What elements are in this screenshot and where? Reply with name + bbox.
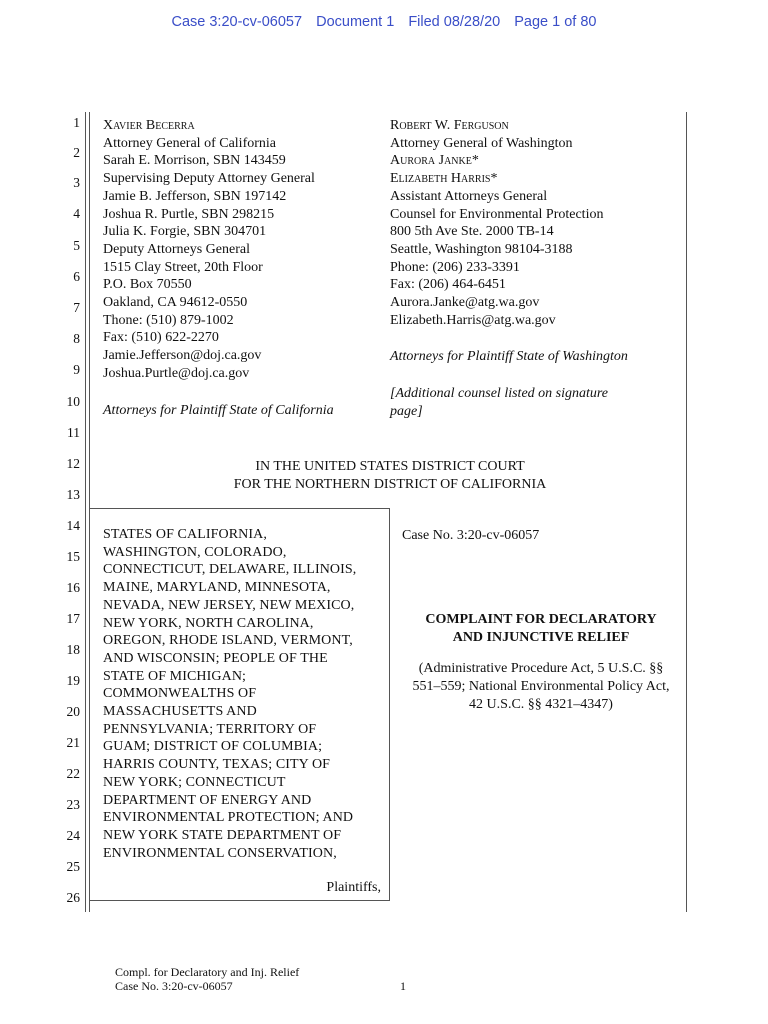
line-number: 21 <box>66 735 80 750</box>
caption-divider-rule <box>389 508 390 900</box>
statute-line: 42 U.S.C. §§ 4321–4347) <box>469 697 613 712</box>
header-document: Document 1 <box>316 14 395 30</box>
line-number: 24 <box>66 828 80 843</box>
attorneys-for-california: Attorneys for Plaintiff State of California <box>103 403 334 418</box>
attorneys-for-washington: Attorneys for Plaintiff State of Washington <box>390 349 628 364</box>
email-line: Jamie.Jefferson@doj.ca.gov <box>103 348 262 364</box>
line-number: 1 <box>73 115 80 130</box>
attorney-name: Julia K. Forgie, SBN 304701 <box>103 224 267 240</box>
court-district: FOR THE NORTHERN DISTRICT OF CALIFORNIA <box>233 477 547 492</box>
footer-title: Compl. for Declaratory and Inj. Relief <box>115 965 300 979</box>
party-line: HARRIS COUNTY, TEXAS; CITY OF <box>103 757 331 773</box>
line-number: 8 <box>73 331 80 346</box>
attorney-name: Elizabeth Harris* <box>390 171 498 187</box>
attorney-title: Counsel for Environmental Protection <box>390 206 604 222</box>
party-line: AND WISCONSIN; PEOPLE OF THE <box>103 650 328 666</box>
line-number: 26 <box>66 890 80 905</box>
statutes-note <box>396 660 686 714</box>
party-line: CONNECTICUT, DELAWARE, ILLINOIS, <box>103 562 357 578</box>
party-line: DEPARTMENT OF ENERGY AND <box>103 792 312 808</box>
caption-parties <box>103 526 383 862</box>
line-number: 12 <box>66 456 80 471</box>
line-number: 14 <box>66 518 80 533</box>
plaintiffs-label: Plaintiffs, <box>326 880 381 895</box>
right-margin-rule <box>686 112 687 912</box>
court-heading <box>90 458 690 494</box>
line-number: 16 <box>66 580 80 595</box>
line-number: 4 <box>73 206 80 221</box>
line-number: 10 <box>66 394 80 409</box>
email-line: Elizabeth.Harris@atg.wa.gov <box>390 312 556 328</box>
party-line: MASSACHUSETTS AND <box>103 704 257 720</box>
line-number: 13 <box>66 487 80 502</box>
ecf-header <box>0 14 768 30</box>
party-line: GUAM; DISTRICT OF COLUMBIA; <box>103 739 323 755</box>
address-line: Oakland, CA 94612-0550 <box>103 295 248 311</box>
page-number: 1 <box>400 979 406 993</box>
attorney-title: Assistant Attorneys General <box>390 188 548 204</box>
statute-line: 551–559; National Environmental Policy Act, <box>412 679 670 694</box>
address-line: 1515 Clay Street, 20th Floor <box>103 259 263 275</box>
case-number: Case No. 3:20-cv-06057 <box>402 528 540 543</box>
fax-line: Fax: (510) 622-2270 <box>103 330 219 346</box>
address-line: Seattle, Washington 98104-3188 <box>390 241 573 257</box>
caption-bottom-rule <box>90 900 390 901</box>
party-line: NEW YORK STATE DEPARTMENT OF <box>103 827 342 843</box>
line-number: 3 <box>73 175 80 190</box>
document-title-line: COMPLAINT FOR DECLARATORY <box>425 612 657 627</box>
attorney-title: Deputy Attorneys General <box>103 241 250 257</box>
email-line: Joshua.Purtle@doj.ca.gov <box>103 365 250 381</box>
party-line: COMMONWEALTHS OF <box>103 686 257 702</box>
header-filed: Filed 08/28/20 <box>408 14 501 30</box>
counsel-block-washington <box>390 117 603 329</box>
statute-line: (Administrative Procedure Act, 5 U.S.C. §§ <box>418 661 664 676</box>
document-title <box>396 611 686 647</box>
counsel-block-california <box>103 117 315 383</box>
line-number: 9 <box>73 362 80 377</box>
attorney-name: Joshua R. Purtle, SBN 298215 <box>103 206 275 222</box>
line-number: 18 <box>66 642 80 657</box>
party-line: WASHINGTON, COLORADO, <box>103 544 287 560</box>
left-margin-rule-1 <box>85 112 86 912</box>
party-line: STATES OF CALIFORNIA, <box>103 527 267 542</box>
line-number: 22 <box>66 766 80 781</box>
party-line: OREGON, RHODE ISLAND, VERMONT, <box>103 633 353 649</box>
party-line: ENVIRONMENTAL CONSERVATION, <box>103 845 337 861</box>
left-margin-rule-2 <box>89 112 90 912</box>
line-number: 23 <box>66 797 80 812</box>
address-line: P.O. Box 70550 <box>103 277 192 293</box>
document-title-line: AND INJUNCTIVE RELIEF <box>452 630 630 645</box>
attorney-name: Jamie B. Jefferson, SBN 197142 <box>103 188 287 204</box>
party-line: NEW YORK, NORTH CAROLINA, <box>103 615 314 631</box>
party-line: NEW YORK; CONNECTICUT <box>103 774 286 790</box>
party-line: ENVIRONMENTAL PROTECTION; AND <box>103 810 354 826</box>
line-number: 7 <box>73 300 80 315</box>
line-number: 20 <box>66 704 80 719</box>
footer-caption <box>115 965 299 993</box>
address-line: 800 5th Ave Ste. 2000 TB-14 <box>390 224 554 240</box>
attorney-title: Attorney General of California <box>103 135 276 151</box>
party-line: MAINE, MARYLAND, MINNESOTA, <box>103 580 331 596</box>
attorney-title: Attorney General of Washington <box>390 135 573 151</box>
phone-line: Phone: (206) 233-3391 <box>390 259 520 275</box>
additional-counsel-note <box>390 385 608 420</box>
attorney-name: Xavier Becerra <box>103 118 195 133</box>
attorney-name: Aurora Janke* <box>390 153 479 169</box>
line-number: 5 <box>73 238 80 253</box>
header-page: Page 1 of 80 <box>514 14 597 30</box>
phone-line: Thone: (510) 879-1002 <box>103 312 234 328</box>
attorney-name: Robert W. Ferguson <box>390 118 509 133</box>
line-number: 2 <box>73 145 80 160</box>
line-number: 15 <box>66 549 80 564</box>
attorney-title: Supervising Deputy Attorney General <box>103 171 315 187</box>
footer-case-number: Case No. 3:20-cv-06057 <box>115 979 233 993</box>
line-number: 19 <box>66 673 80 688</box>
line-number: 17 <box>66 611 80 626</box>
line-number: 11 <box>67 425 80 440</box>
party-line: PENNSYLVANIA; TERRITORY OF <box>103 721 317 737</box>
additional-counsel-line: page] <box>390 403 423 419</box>
caption-top-rule <box>90 508 389 509</box>
fax-line: Fax: (206) 464-6451 <box>390 277 506 293</box>
attorney-name: Sarah E. Morrison, SBN 143459 <box>103 153 286 169</box>
court-name: IN THE UNITED STATES DISTRICT COURT <box>255 459 525 474</box>
party-line: STATE OF MICHIGAN; <box>103 668 247 684</box>
header-case: Case 3:20-cv-06057 <box>171 14 303 30</box>
line-number: 25 <box>66 859 80 874</box>
email-line: Aurora.Janke@atg.wa.gov <box>390 295 540 311</box>
line-number: 6 <box>73 269 80 284</box>
party-line: NEVADA, NEW JERSEY, NEW MEXICO, <box>103 597 355 613</box>
additional-counsel-line: [Additional counsel listed on signature <box>390 386 609 401</box>
